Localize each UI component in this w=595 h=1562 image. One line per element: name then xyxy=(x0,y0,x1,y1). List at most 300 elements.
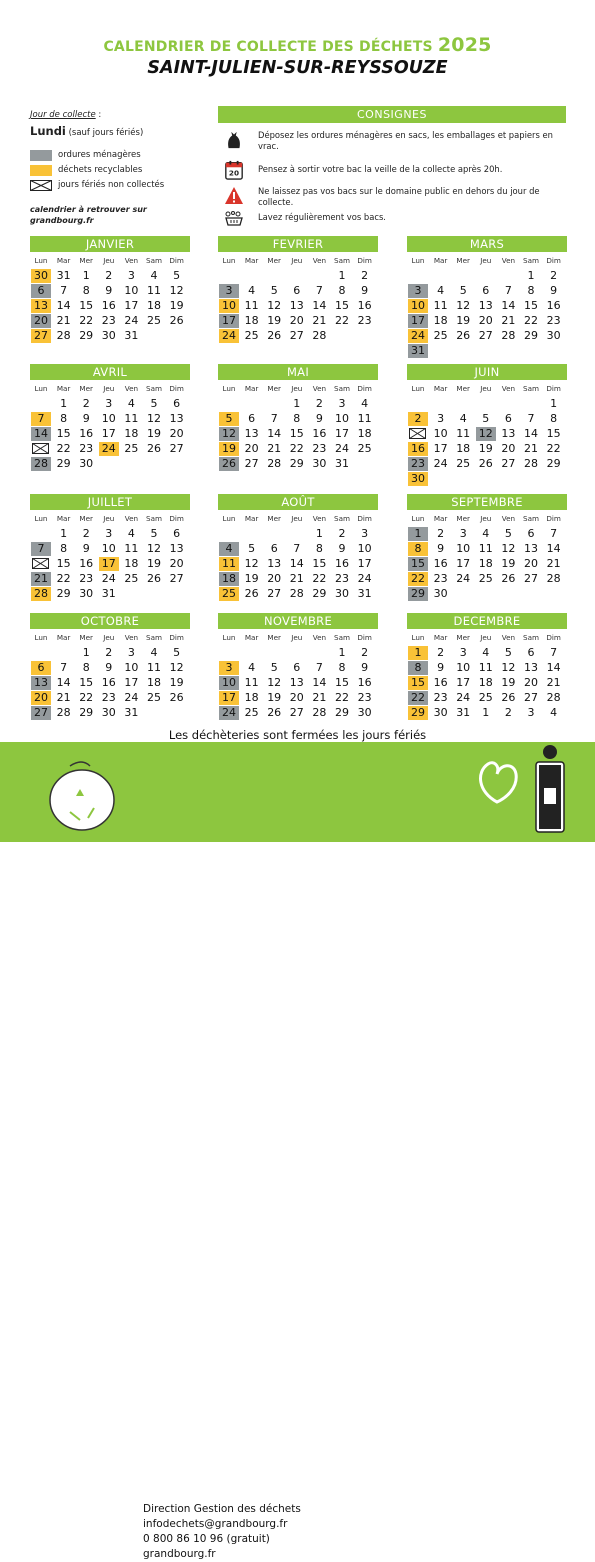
day-cell: 4 xyxy=(482,527,490,540)
day-cell: 1 xyxy=(82,646,90,659)
weekday-label: Dim xyxy=(546,256,561,265)
day-cell: 16 xyxy=(357,676,372,689)
day-cell: 15 xyxy=(335,299,349,312)
day-cell: 11 xyxy=(478,542,493,555)
day-cell: 31 xyxy=(335,457,349,470)
day-cell: 9 xyxy=(105,284,113,297)
day-cell: 3 xyxy=(361,527,369,540)
day-cell: 16 xyxy=(79,557,94,570)
day-cell: 27 xyxy=(524,572,538,585)
day-cell: 8 xyxy=(550,412,558,425)
weekday-label: Mar xyxy=(56,384,71,393)
day-cell: 12 xyxy=(169,284,184,297)
day-cell: 17 xyxy=(408,314,428,328)
day-cell: 26 xyxy=(501,691,516,704)
day-cell: 11 xyxy=(124,542,139,555)
day-cell: 5 xyxy=(150,527,158,540)
day-cell: 8 xyxy=(60,542,68,555)
brand-line1: GRAND xyxy=(388,1504,477,1529)
day-cell: 30 xyxy=(357,706,372,719)
day-cell: 6 xyxy=(270,542,278,555)
day-cell: 29 xyxy=(79,329,94,342)
day-cell: 30 xyxy=(433,587,448,600)
day-cell: 24 xyxy=(357,572,372,585)
day-cell: 12 xyxy=(501,661,516,674)
day-cell: 3 xyxy=(105,527,113,540)
weekday-label: Mer xyxy=(79,256,93,265)
day-cell: 2 xyxy=(82,397,90,410)
day-cell: 4 xyxy=(248,661,256,674)
day-cell: 20 xyxy=(289,691,304,704)
day-cell: 30 xyxy=(79,457,94,470)
weekday-label: Ven xyxy=(124,256,139,265)
day-cell: 16 xyxy=(79,427,94,440)
day-cell: 21 xyxy=(524,442,538,455)
day-cell: 15 xyxy=(408,676,428,690)
month-header: JUILLET xyxy=(30,494,190,510)
day-cell: 9 xyxy=(82,412,90,425)
day-cell: 9 xyxy=(361,661,369,674)
day-cell: 7 xyxy=(550,646,558,659)
month-header: AVRIL xyxy=(30,364,190,380)
day-cell: 5 xyxy=(150,397,158,410)
day-cell: 22 xyxy=(546,442,561,455)
day-cell: 11 xyxy=(147,284,161,297)
weekday-label: Dim xyxy=(546,633,561,642)
crossed-box-icon xyxy=(32,558,49,569)
day-cell: 22 xyxy=(408,691,428,705)
day-cell: 22 xyxy=(524,314,538,327)
day-cell: 23 xyxy=(312,442,327,455)
day-cell: 11 xyxy=(357,412,372,425)
day-cell: 21 xyxy=(289,572,304,585)
day-cell: 12 xyxy=(267,299,282,312)
day-cell: 29 xyxy=(408,587,428,601)
day-cell: 22 xyxy=(408,572,428,586)
day-cell: 22 xyxy=(335,691,349,704)
weekday-label: Mar xyxy=(244,633,259,642)
weekday-label: Dim xyxy=(169,384,184,393)
day-cell: 30 xyxy=(433,706,448,719)
weekday-label: Dim xyxy=(546,384,561,393)
month-header: AOÛT xyxy=(218,494,378,510)
day-cell: 3 xyxy=(338,397,346,410)
day-cell: 24 xyxy=(124,691,139,704)
day-cell: 21 xyxy=(546,676,561,689)
day-cell: 20 xyxy=(267,572,282,585)
day-cell: 19 xyxy=(501,557,516,570)
day-cell: 20 xyxy=(169,427,184,440)
day-cell: 23 xyxy=(433,572,448,585)
month-header: MAI xyxy=(218,364,378,380)
day-cell: 30 xyxy=(101,706,116,719)
weekday-label: Ven xyxy=(501,633,516,642)
crossed-box-icon xyxy=(409,428,426,439)
contact-email[interactable]: infodechets@grandbourg.fr xyxy=(143,1518,288,1530)
day-cell: 20 xyxy=(289,314,304,327)
weekday-label: Jeu xyxy=(103,384,115,393)
weekday-label: Ven xyxy=(312,384,327,393)
day-cell: 1 xyxy=(550,397,558,410)
cleaning-icon xyxy=(224,210,244,226)
day-cell: 14 xyxy=(56,299,71,312)
day-cell: 10 xyxy=(456,542,471,555)
day-cell: 28 xyxy=(546,572,561,585)
day-cell: 24 xyxy=(456,691,471,704)
day-cell: 29 xyxy=(289,457,304,470)
day-cell: 27 xyxy=(289,329,304,342)
day-cell: 10 xyxy=(357,542,372,555)
weekday-label: Sam xyxy=(146,514,162,523)
contact-website[interactable]: grandbourg.fr xyxy=(143,1548,216,1560)
day-cell: 15 xyxy=(56,427,71,440)
weekday-label: Dim xyxy=(546,514,561,523)
weekday-label: Lun xyxy=(411,256,425,265)
weekday-label: Lun xyxy=(222,633,236,642)
weekday-label: Mar xyxy=(244,256,259,265)
day-cell: 29 xyxy=(56,457,71,470)
day-cell: 27 xyxy=(501,457,516,470)
day-cell: 1 xyxy=(60,527,68,540)
day-cell: 17 xyxy=(124,299,139,312)
weekday-label: Ven xyxy=(501,384,516,393)
day-cell: 30 xyxy=(101,329,116,342)
day-cell: 23 xyxy=(79,442,94,455)
day-cell: 2 xyxy=(338,527,346,540)
day-cell: 28 xyxy=(31,587,51,601)
day-cell: 12 xyxy=(476,427,496,441)
holiday-day-cell xyxy=(408,427,428,441)
day-cell: 27 xyxy=(31,329,51,343)
day-cell: 14 xyxy=(546,542,561,555)
day-cell: 6 xyxy=(482,284,490,297)
day-cell: 20 xyxy=(524,676,538,689)
day-cell: 21 xyxy=(501,314,516,327)
day-cell: 21 xyxy=(312,691,327,704)
weekday-label: Jeu xyxy=(291,633,303,642)
day-cell: 29 xyxy=(79,706,94,719)
day-cell: 10 xyxy=(219,676,239,690)
day-cell: 19 xyxy=(219,442,239,456)
day-cell: 1 xyxy=(408,527,428,541)
day-cell: 30 xyxy=(31,269,51,283)
day-cell: 23 xyxy=(546,314,561,327)
month-header: DECEMBRE xyxy=(407,613,567,629)
day-cell: 7 xyxy=(60,661,68,674)
month-header: OCTOBRE xyxy=(30,613,190,629)
day-cell: 23 xyxy=(101,691,116,704)
day-cell: 15 xyxy=(79,676,94,689)
day-cell: 10 xyxy=(335,412,349,425)
day-cell: 12 xyxy=(267,676,282,689)
day-cell: 4 xyxy=(219,542,239,556)
day-cell: 14 xyxy=(524,427,538,440)
day-cell: 26 xyxy=(147,442,161,455)
day-cell: 6 xyxy=(504,412,512,425)
day-cell: 2 xyxy=(105,646,113,659)
day-cell: 8 xyxy=(338,284,346,297)
day-cell: 23 xyxy=(357,314,372,327)
weekday-label: Sam xyxy=(523,633,539,642)
dechetteries-note: Les déchèteries sont fermées les jours fériés xyxy=(168,728,427,742)
collect-day-label: Jour de collecte : xyxy=(30,110,102,120)
weekday-label: Mar xyxy=(433,514,448,523)
weekday-label: Mer xyxy=(267,633,281,642)
day-cell: 27 xyxy=(244,457,259,470)
day-cell: 3 xyxy=(408,284,428,298)
collect-day: Lundi (sauf jours fériés) xyxy=(30,124,144,138)
weekday-label: Dim xyxy=(357,633,372,642)
day-cell: 25 xyxy=(244,706,259,719)
weekday-label: Jeu xyxy=(103,514,115,523)
day-cell: 8 xyxy=(527,284,535,297)
day-cell: 13 xyxy=(267,557,282,570)
calendar-20-icon xyxy=(224,160,244,180)
day-cell: 12 xyxy=(501,542,516,555)
day-cell: 11 xyxy=(433,299,448,312)
day-cell: 6 xyxy=(173,527,181,540)
day-cell: 16 xyxy=(546,299,561,312)
footer xyxy=(0,742,595,1560)
day-cell: 7 xyxy=(504,284,512,297)
day-cell: 13 xyxy=(169,542,184,555)
day-cell: 4 xyxy=(361,397,369,410)
day-cell: 12 xyxy=(147,412,161,425)
weekday-label: Mer xyxy=(267,256,281,265)
day-cell: 16 xyxy=(335,557,349,570)
weekday-label: Lun xyxy=(411,633,425,642)
day-cell: 18 xyxy=(244,691,259,704)
weekday-label: Lun xyxy=(34,633,48,642)
day-cell: 27 xyxy=(169,572,184,585)
day-cell: 6 xyxy=(31,284,51,298)
day-cell: 25 xyxy=(124,572,139,585)
day-cell: 5 xyxy=(482,412,490,425)
day-cell: 9 xyxy=(338,542,346,555)
day-cell: 28 xyxy=(56,329,71,342)
day-cell: 3 xyxy=(459,646,467,659)
day-cell: 22 xyxy=(56,442,71,455)
day-cell: 26 xyxy=(169,691,184,704)
weekday-label: Lun xyxy=(222,514,236,523)
day-cell: 12 xyxy=(147,542,161,555)
weekday-label: Sam xyxy=(146,633,162,642)
day-cell: 23 xyxy=(79,572,94,585)
day-cell: 3 xyxy=(105,397,113,410)
day-cell: 27 xyxy=(267,587,282,600)
day-cell: 19 xyxy=(267,691,282,704)
warning-icon xyxy=(224,186,244,206)
day-cell: 3 xyxy=(459,527,467,540)
day-cell: 26 xyxy=(244,587,259,600)
gray-swatch xyxy=(30,150,52,161)
day-cell: 16 xyxy=(101,299,116,312)
day-cell: 9 xyxy=(105,661,113,674)
day-cell: 31 xyxy=(408,344,428,358)
day-cell: 2 xyxy=(82,527,90,540)
day-cell: 17 xyxy=(124,676,139,689)
day-cell: 30 xyxy=(546,329,561,342)
weekday-label: Sam xyxy=(523,514,539,523)
day-cell: 10 xyxy=(124,661,139,674)
day-cell: 4 xyxy=(437,284,445,297)
day-cell: 12 xyxy=(456,299,471,312)
day-cell: 18 xyxy=(147,676,161,689)
day-cell: 1 xyxy=(315,527,323,540)
day-cell: 31 xyxy=(124,329,139,342)
weekday-label: Lun xyxy=(34,384,48,393)
brand-tagline: AGGLOMÉRATION xyxy=(393,1551,464,1558)
day-cell: 19 xyxy=(456,314,471,327)
day-cell: 25 xyxy=(478,572,493,585)
day-cell: 15 xyxy=(312,557,327,570)
weekday-label: Lun xyxy=(34,256,48,265)
day-cell: 29 xyxy=(524,329,538,342)
weekday-label: Ven xyxy=(312,256,327,265)
holiday-day-cell xyxy=(31,557,51,571)
day-cell: 28 xyxy=(267,457,282,470)
day-cell: 3 xyxy=(127,646,135,659)
weekday-label: Lun xyxy=(222,256,236,265)
day-cell: 18 xyxy=(219,572,239,586)
day-cell: 10 xyxy=(101,542,116,555)
day-cell: 9 xyxy=(315,412,323,425)
day-cell: 28 xyxy=(312,706,327,719)
weekday-label: Dim xyxy=(169,256,184,265)
day-cell: 26 xyxy=(267,706,282,719)
weekday-label: Ven xyxy=(312,514,327,523)
day-cell: 5 xyxy=(504,527,512,540)
tri-facile-badge xyxy=(535,742,565,834)
day-cell: 14 xyxy=(56,676,71,689)
day-cell: 20 xyxy=(31,314,51,328)
day-cell: 15 xyxy=(408,557,428,571)
day-cell: 8 xyxy=(293,412,301,425)
day-cell: 17 xyxy=(219,314,239,328)
weekday-label: Dim xyxy=(357,256,372,265)
day-cell: 25 xyxy=(124,442,139,455)
day-cell: 27 xyxy=(478,329,493,342)
day-cell: 1 xyxy=(338,269,346,282)
day-cell: 6 xyxy=(248,412,256,425)
day-cell: 10 xyxy=(124,284,139,297)
weekday-label: Mer xyxy=(456,256,470,265)
day-cell: 26 xyxy=(501,572,516,585)
day-cell: 28 xyxy=(31,457,51,471)
weekday-label: Mar xyxy=(56,514,71,523)
day-cell: 17 xyxy=(335,427,349,440)
day-cell: 5 xyxy=(270,661,278,674)
day-cell: 30 xyxy=(79,587,94,600)
weekday-label: Dim xyxy=(357,384,372,393)
day-cell: 18 xyxy=(478,676,493,689)
day-cell: 13 xyxy=(524,542,538,555)
weekday-label: Ven xyxy=(312,633,327,642)
day-cell: 6 xyxy=(527,527,535,540)
crossed-box-icon xyxy=(32,443,49,454)
day-cell: 29 xyxy=(312,587,327,600)
day-cell: 26 xyxy=(147,572,161,585)
day-cell: 10 xyxy=(433,427,448,440)
contact-phone[interactable]: 0 800 86 10 96 (gratuit) xyxy=(143,1533,270,1545)
day-cell: 13 xyxy=(31,676,51,690)
day-cell: 22 xyxy=(56,572,71,585)
day-cell: 3 xyxy=(219,661,239,675)
day-cell: 26 xyxy=(169,314,184,327)
weekday-label: Ven xyxy=(124,384,139,393)
weekday-label: Ven xyxy=(124,514,139,523)
day-cell: 4 xyxy=(248,284,256,297)
month-header: SEPTEMBRE xyxy=(407,494,567,510)
day-cell: 6 xyxy=(527,646,535,659)
day-cell: 10 xyxy=(408,299,428,313)
day-cell: 11 xyxy=(456,427,471,440)
day-cell: 17 xyxy=(456,676,471,689)
day-cell: 7 xyxy=(315,661,323,674)
day-cell: 24 xyxy=(335,442,349,455)
day-cell: 14 xyxy=(267,427,282,440)
day-cell: 31 xyxy=(56,269,71,282)
day-cell: 15 xyxy=(56,557,71,570)
weekday-label: Mer xyxy=(79,384,93,393)
day-cell: 31 xyxy=(357,587,372,600)
day-cell: 21 xyxy=(312,314,327,327)
day-cell: 15 xyxy=(524,299,538,312)
weekday-label: Mar xyxy=(433,256,448,265)
weekday-label: Sam xyxy=(334,256,350,265)
weekday-label: Mar xyxy=(433,384,448,393)
day-cell: 17 xyxy=(357,557,372,570)
day-cell: 7 xyxy=(527,412,535,425)
day-cell: 20 xyxy=(501,442,516,455)
svg-text:20: 20 xyxy=(228,168,240,178)
day-cell: 22 xyxy=(312,572,327,585)
weekday-label: Sam xyxy=(523,384,539,393)
weekday-label: Ven xyxy=(501,514,516,523)
day-cell: 10 xyxy=(219,299,239,313)
weekday-label: Sam xyxy=(523,256,539,265)
day-cell: 24 xyxy=(99,442,119,456)
day-cell: 3 xyxy=(437,412,445,425)
month-header: JANVIER xyxy=(30,236,190,252)
month-header: JUIN xyxy=(407,364,567,380)
day-cell: 11 xyxy=(219,557,239,571)
day-cell: 1 xyxy=(527,269,535,282)
day-cell: 12 xyxy=(169,661,184,674)
day-cell: 10 xyxy=(101,412,116,425)
weekday-label: Jeu xyxy=(480,514,492,523)
day-cell: 16 xyxy=(312,427,327,440)
day-cell: 23 xyxy=(433,691,448,704)
day-cell: 5 xyxy=(270,284,278,297)
day-cell: 26 xyxy=(267,329,282,342)
day-cell: 19 xyxy=(244,572,259,585)
weekday-label: Sam xyxy=(146,384,162,393)
weekday-label: Ven xyxy=(124,633,139,642)
day-cell: 4 xyxy=(150,269,158,282)
day-cell: 24 xyxy=(219,706,239,720)
day-cell: 8 xyxy=(82,661,90,674)
day-cell: 28 xyxy=(524,457,538,470)
weekday-label: Mer xyxy=(456,384,470,393)
day-cell: 28 xyxy=(501,329,516,342)
day-cell: 13 xyxy=(31,299,51,313)
day-cell: 19 xyxy=(169,299,184,312)
day-cell: 10 xyxy=(456,661,471,674)
day-cell: 13 xyxy=(478,299,493,312)
day-cell: 2 xyxy=(437,527,445,540)
day-cell: 25 xyxy=(219,587,239,601)
